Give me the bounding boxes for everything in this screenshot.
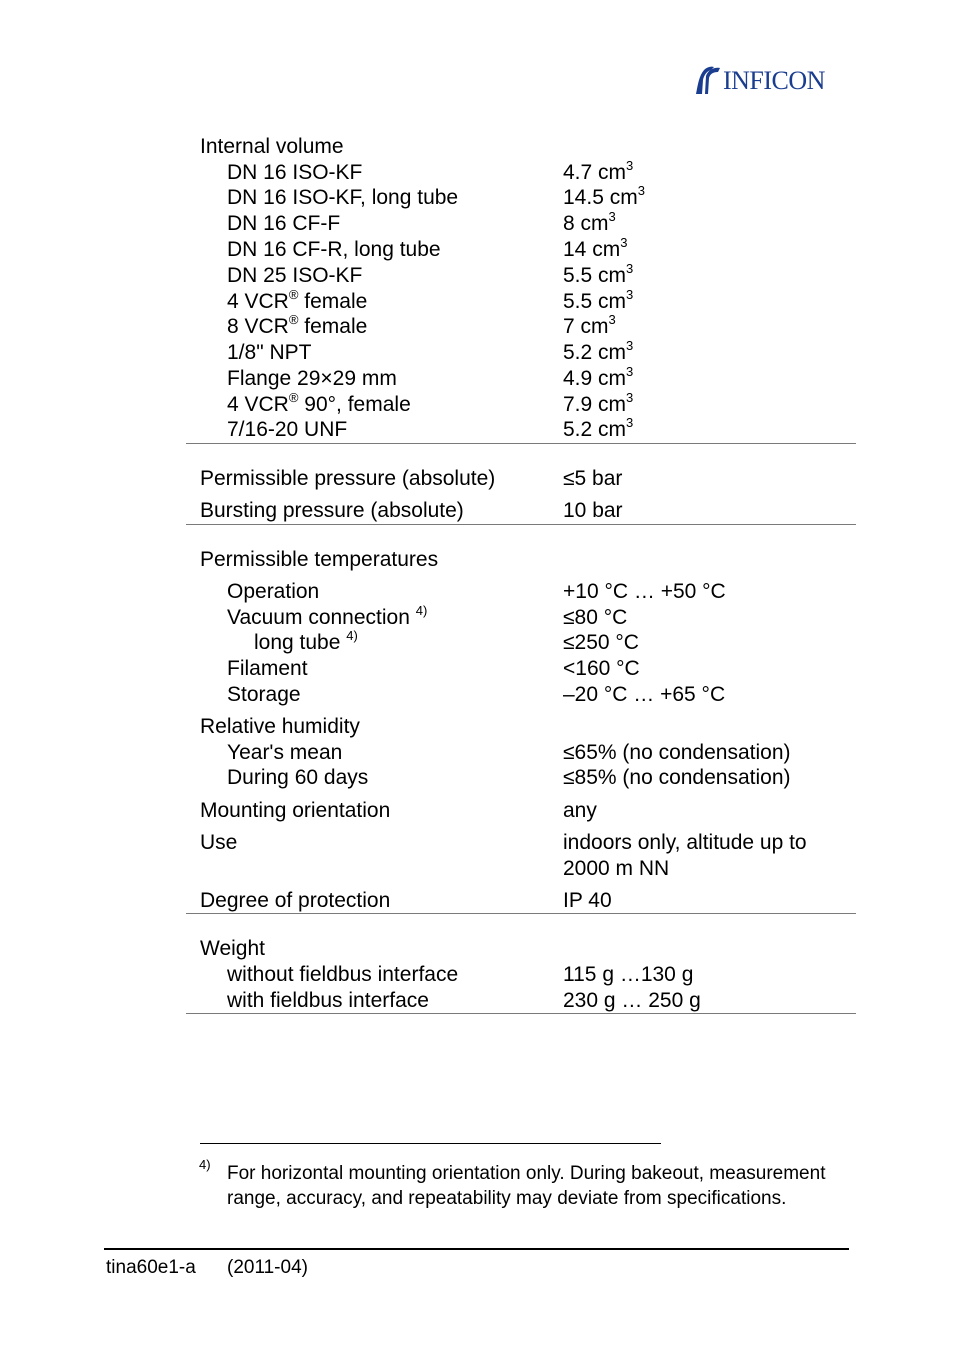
- spec-label: Operation: [227, 580, 320, 603]
- spec-row: [0, 417, 954, 443]
- spec-value: 7.9 $cm^3$: [563, 390, 634, 416]
- spec-label: DN 16 CF-R, long tube: [227, 238, 441, 261]
- spec-label: 1/8" NPT: [227, 341, 312, 364]
- spec-row: [0, 392, 954, 418]
- spec-row: [0, 314, 954, 340]
- spec-value: –20 °C … +65 °C: [563, 683, 726, 706]
- spec-label: without fieldbus interface: [227, 963, 459, 986]
- spec-value: 5.2 $cm^3$: [563, 338, 634, 364]
- spec-value: 7 $cm^3$: [563, 312, 616, 338]
- section-divider: [186, 443, 856, 444]
- spec-value: ≤65% (no condensation): [563, 741, 791, 764]
- spec-label: DN 25 ISO-KF: [227, 264, 363, 287]
- spec-label: Permissible pressure (absolute): [200, 467, 496, 490]
- spec-label: Bursting pressure (absolute): [200, 499, 464, 522]
- spec-label: 7/16-20 UNF: [227, 418, 348, 441]
- spec-row: [0, 830, 954, 856]
- spec-value: 5.2 $cm^3$: [563, 415, 634, 441]
- inficon-logo: [694, 64, 846, 96]
- footnote-ref: 4): [346, 628, 358, 643]
- spec-row: [0, 682, 954, 708]
- inficon-logo-mark-icon: [694, 64, 722, 96]
- spec-value: 2000 m NN: [563, 857, 670, 880]
- spec-row: [0, 237, 954, 263]
- spec-row: [0, 765, 954, 791]
- spec-row: [0, 340, 954, 366]
- spec-label: DN 16 ISO-KF: [227, 161, 363, 184]
- document-date: (2011-04): [227, 1257, 308, 1278]
- spec-value: 5.5 $cm^3$: [563, 261, 634, 287]
- footnote-ref: 4): [415, 603, 428, 618]
- spec-value: 115 g …130 g: [563, 963, 694, 986]
- footnote-text: For horizontal mounting orientation only. During bakeout, measurement range, accuracy, and repeatability may deviate from specifications.: [227, 1163, 826, 1209]
- spec-value: indoors only, altitude up to: [563, 831, 807, 854]
- spec-value: 14 $cm^3$: [563, 235, 628, 261]
- spec-label: Storage: [227, 683, 301, 706]
- spec-value: 8 $cm^3$: [563, 209, 616, 235]
- spec-row: [0, 211, 954, 237]
- footnote-divider: [200, 1143, 661, 1144]
- spec-value: ≤80 °C: [563, 606, 628, 629]
- spec-label: Degree of protection: [200, 889, 391, 912]
- spec-row: [0, 289, 954, 315]
- spec-value: any: [563, 799, 597, 822]
- footer-divider: [104, 1248, 849, 1250]
- spec-label: 4 VCR® female: [227, 287, 368, 313]
- spec-row: [0, 656, 954, 682]
- spec-value: 230 g … 250 g: [563, 989, 701, 1012]
- spec-row: [0, 185, 954, 211]
- spec-row: [0, 498, 954, 524]
- spec-row: [0, 798, 954, 824]
- spec-label: long tube $^{4)}$: [254, 628, 358, 654]
- spec-value: ≤85% (no condensation): [563, 766, 791, 789]
- spec-value: ≤250 °C: [563, 631, 639, 654]
- document-code: tina60e1-a: [106, 1257, 196, 1278]
- spec-label: Vacuum connection $^{4)}$: [227, 603, 428, 629]
- spec-value: <160 °C: [563, 657, 640, 680]
- spec-row: [0, 579, 954, 605]
- spec-heading-temperatures: Permissible temperatures: [200, 548, 439, 571]
- footnote-mark: 4): [199, 1157, 211, 1172]
- spec-label: Use: [200, 831, 238, 854]
- spec-label: Filament: [227, 657, 308, 680]
- spec-label: 4 VCR® 90°, female: [227, 390, 411, 416]
- spec-row: [0, 630, 954, 656]
- spec-value: 10 bar: [563, 499, 623, 522]
- spec-label: DN 16 ISO-KF, long tube: [227, 186, 459, 209]
- spec-label: with fieldbus interface: [227, 989, 429, 1012]
- spec-value: 4.7 $cm^3$: [563, 158, 634, 184]
- spec-label: Flange 29×29 mm: [227, 367, 397, 390]
- spec-heading-internal-volume: Internal volume: [200, 135, 344, 158]
- spec-row: [0, 740, 954, 766]
- spec-heading-weight: Weight: [200, 937, 265, 960]
- spec-row: [0, 605, 954, 631]
- section-divider: [186, 1013, 856, 1014]
- spec-row: [0, 263, 954, 289]
- spec-row: [0, 988, 954, 1014]
- spec-label: DN 16 CF-F: [227, 212, 341, 235]
- spec-row-continuation: [0, 856, 954, 882]
- inficon-logo-text: INFICON: [723, 66, 825, 95]
- spec-row: [0, 466, 954, 492]
- section-divider: [186, 524, 856, 525]
- section-divider: [186, 913, 856, 914]
- spec-label: During 60 days: [227, 766, 369, 789]
- spec-row: [0, 888, 954, 914]
- spec-value: ≤5 bar: [563, 467, 623, 490]
- spec-row: [0, 962, 954, 988]
- spec-value: 5.5 $cm^3$: [563, 287, 634, 313]
- spec-value: 14.5 $cm^3$: [563, 183, 645, 209]
- spec-row: [0, 366, 954, 392]
- spec-label: Mounting orientation: [200, 799, 391, 822]
- spec-label: Year's mean: [227, 741, 343, 764]
- spec-heading-humidity: Relative humidity: [200, 715, 360, 738]
- spec-value: 4.9 $cm^3$: [563, 364, 634, 390]
- spec-value: +10 °C … +50 °C: [563, 580, 726, 603]
- spec-label: 8 VCR® female: [227, 312, 368, 338]
- spec-value: IP 40: [563, 889, 612, 912]
- spec-row: [0, 160, 954, 186]
